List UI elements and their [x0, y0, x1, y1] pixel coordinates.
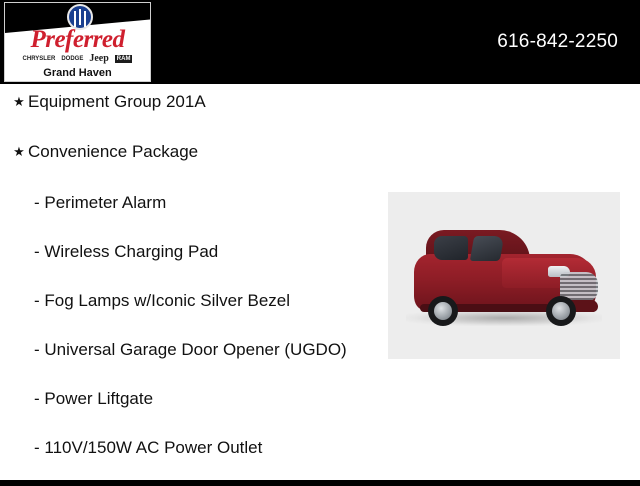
feature-list	[10, 92, 380, 486]
list-item: - Power Liftgate	[34, 389, 154, 408]
dealer-logo-city: Grand Haven	[43, 67, 112, 79]
slide-content	[0, 84, 640, 480]
list-item: - Perimeter Alarm	[34, 193, 167, 212]
dealer-logo-brands	[5, 53, 150, 64]
vehicle-rear-wheel	[428, 296, 458, 326]
list-item	[10, 142, 380, 162]
star-icon: ★	[13, 144, 25, 159]
feature-label: Equipment Group 201A	[28, 92, 206, 111]
header-bar	[0, 0, 640, 84]
dealer-phone-number[interactable]: 616-842-2250	[497, 31, 618, 52]
dealer-logo[interactable]	[4, 2, 151, 82]
star-icon: ★	[13, 94, 25, 109]
list-item: - Wireless Charging Pad	[34, 242, 219, 261]
vehicle-rear-window	[434, 236, 468, 260]
list-item: - 110V/150W AC Power Outlet	[34, 438, 263, 457]
vehicle-illustration	[410, 222, 600, 318]
brand-dodge: DODGE	[61, 55, 84, 62]
dealer-logo-word: Preferred	[30, 26, 125, 53]
vehicle-photo	[388, 192, 620, 359]
brand-jeep: Jeep	[89, 53, 109, 64]
list-item: - Fog Lamps w/Iconic Silver Bezel	[34, 291, 291, 310]
vehicle-windshield	[470, 236, 504, 261]
feature-label: Convenience Package	[28, 142, 199, 161]
list-item	[10, 92, 380, 112]
vehicle-front-wheel	[546, 296, 576, 326]
brand-ram: RAM	[116, 55, 131, 62]
brand-chrysler: CHRYSLER	[22, 55, 56, 62]
list-item: - Universal Garage Door Opener (UGDO)	[34, 340, 347, 359]
